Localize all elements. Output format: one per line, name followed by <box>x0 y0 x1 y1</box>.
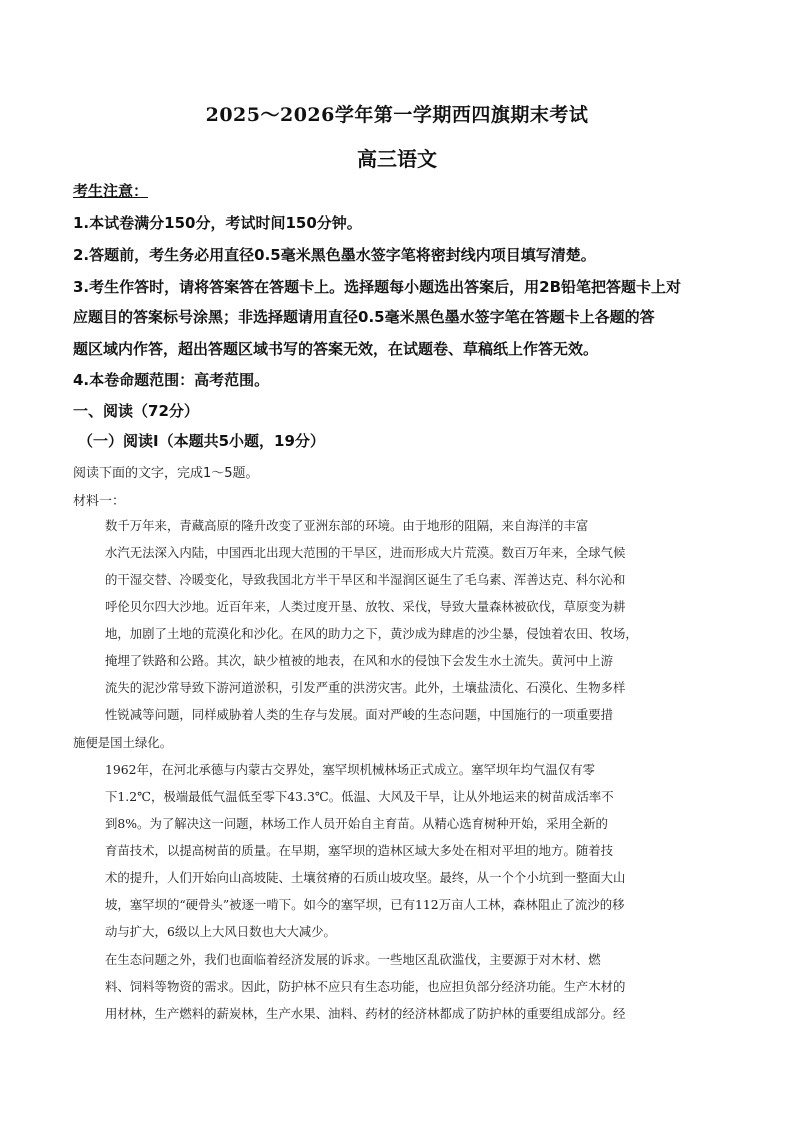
passage-line: 呼伦贝尔四大沙地。近百年来，人类过度开垦、放牧、采伐，导致大量森林被砍伐，草原变为耕 <box>105 599 626 614</box>
exam-title: 2025～2026学年第一学期西四旗期末考试 <box>205 104 589 126</box>
passage-line: 用材林，生产燃料的薪炭林，生产水果、油料、药材的经济林都成了防护林的重要组成部分。经 <box>105 1006 626 1021</box>
passage-line: 下1.2℃，极端最低气温低至零下43.3℃。低温、大风及干旱，让从外地运来的树苗成活率不 <box>105 789 614 804</box>
passage-line: 1962年，在河北承德与内蒙古交界处，塞罕坝机械林场正式成立。塞罕坝年均气温仅有零 <box>105 762 595 777</box>
notice-item: 1.本试卷满分150分，考试时间150分钟。 <box>73 214 362 232</box>
notice-item: 应题目的答案标号涂黑；非选择题请用直径0.5毫米黑色墨水签字笔在答题卡上各题的答 <box>73 308 655 326</box>
material-label: 材料一： <box>73 494 126 509</box>
passage-line: 坡，塞罕坝的“硬骨头”被逐一啃下。如今的塞罕坝，已有112万亩人工林，森林阻止了流沙的移 <box>105 897 625 912</box>
passage-line: 掩埋了铁路和公路。其次，缺少植被的地表，在风和水的侵蚀下会发生水土流失。黄河中上游 <box>105 653 614 668</box>
instruction-text: 阅读下面的文字，完成1～5题。 <box>73 466 259 481</box>
notice-item: 3.考生作答时，请将答案答在答题卡上。选择题每小题选出答案后，用2B铅笔把答题卡上对 <box>73 278 682 296</box>
subject-title: 高三语文 <box>357 147 437 171</box>
passage-line: 料、饲料等物资的需求。因此，防护林不应只有生态功能，也应担负部分经济功能。生产木材的 <box>105 979 626 994</box>
passage-line: 育苗技术，以提高树苗的质量。在早期，塞罕坝的造林区域大多处在相对平坦的地方。随着技 <box>105 843 614 858</box>
passage-line: 到8%。为了解决这一问题，林场工作人员开始自主育苗。从精心选育树种开始，采用全新的 <box>105 816 608 831</box>
notice-item: 4.本卷命题范围：高考范围。 <box>73 371 270 389</box>
section-subheading: （一）阅读Ⅰ（本题共5小题，19分） <box>78 432 325 450</box>
passage-line: 施便是国土绿化。 <box>73 735 173 750</box>
passage-line: 术的提升，人们开始向山高坡陡、土壤贫瘠的石质山坡攻坚。最终，从一个个小坑到一整面大山 <box>105 870 626 885</box>
passage-line: 流失的泥沙常导致下游河道淤积，引发严重的洪涝灾害。此外，土壤盐渍化、石漠化、生物多样 <box>105 680 626 695</box>
notice-item: 题区域内作答，超出答题区域书写的答案无效，在试题卷、草稿纸上作答无效。 <box>73 340 599 358</box>
passage-line: 水汽无法深入内陆，中国西北出现大范围的干旱区，进而形成大片荒漠。数百万年来，全球气候 <box>105 545 626 560</box>
notice-item: 2.答题前，考生务必用直径0.5毫米黑色墨水签字笔将密封线内项目填写清楚。 <box>73 246 596 264</box>
passage-line: 地，加剧了土地的荒漠化和沙化。在风的助力之下，黄沙成为肆虐的沙尘暴，侵蚀着农田、牧场， <box>105 626 638 641</box>
passage-line: 动与扩大，6级以上大风日数也大大减少。 <box>105 924 336 939</box>
section-heading: 一、阅读（72分） <box>73 402 199 420</box>
passage-line: 在生态问题之外，我们也面临着经济发展的诉求。一些地区乱砍滥伐，主要源于对木材、燃 <box>105 952 601 967</box>
passage-line: 数千万年来，青藏高原的隆升改变了亚洲东部的环境。由于地形的阻隔，来自海洋的丰富 <box>105 518 589 533</box>
notice-heading: 考生注意： <box>73 182 149 200</box>
passage-line: 性锐减等问题，同样威胁着人类的生存与发展。面对严峻的生态问题，中国施行的一项重要措 <box>105 707 614 722</box>
passage-line: 的干湿交替、冷暖变化，导致我国北方半干旱区和半湿润区诞生了毛乌素、浑善达克、科尔沁和 <box>105 572 626 587</box>
